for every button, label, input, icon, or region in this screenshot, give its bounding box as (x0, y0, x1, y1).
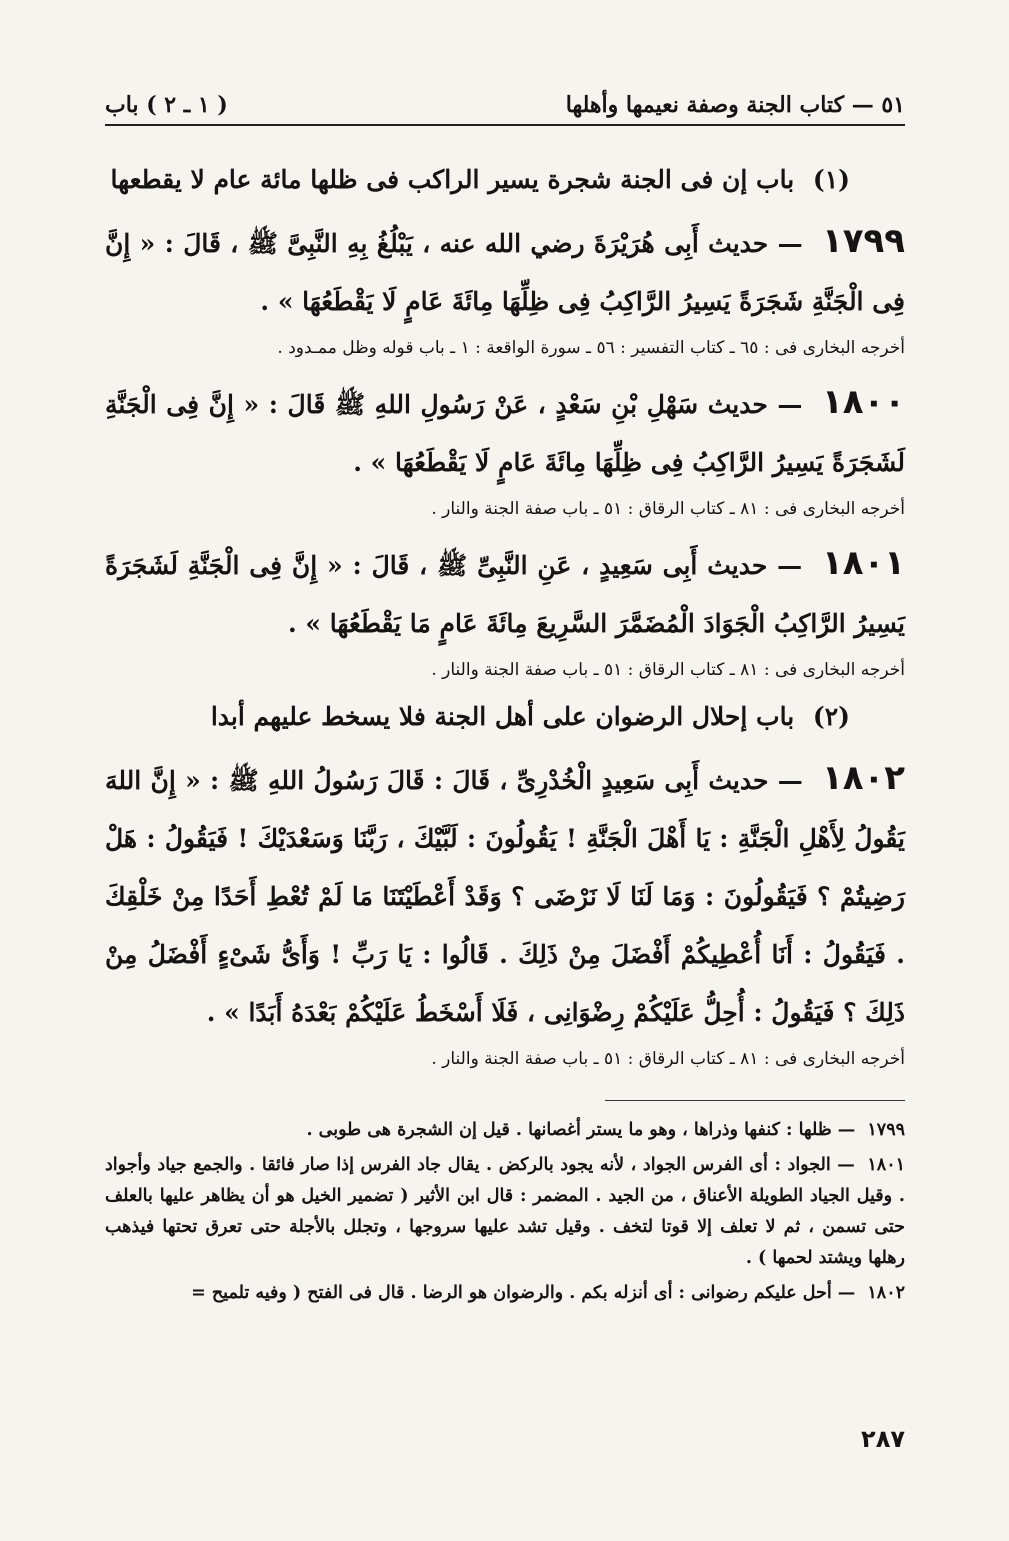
header-section-range: ( ١ ـ ٢ ) باب (105, 92, 228, 118)
footnote-text: — الجواد : أى الفرس الجواد ، لأنه يجود بالركض . يقال جاد الفرس إذا صار فائقا . والجمع جياد وأجواد . وقيل الجياد الطويلة الأعناق ، من الجيد . المضمر : قال ابن الأثير ( تضمير الخيل هو أن يظاهر عليها بالعلف حتى تسمن ، ثم لا تعلف إلا قوتا لتخف . وقيل تشد عليها سروجها ، وتجلل بالأجلة حتى تعرق تحتها فيذهب رهلها ويشتد لحمها ) . (105, 1155, 905, 1268)
section-heading-2 (105, 695, 850, 739)
hadith-number: ١٨٠١ (821, 543, 905, 583)
page-number: ٢٨٧ (861, 1425, 905, 1453)
footnote-number: ١٧٩٩ (867, 1120, 905, 1140)
hadith-1801 (105, 534, 905, 653)
running-header (105, 86, 905, 126)
hadith-text: — حديث أَبِى سَعِيدٍ الْخُدْرِىِّ ، قَالَ : قَالَ رَسُولُ اللهِ ﷺ : « إِنَّ اللهَ يَقُولُ لِأَهْلِ الْجَنَّةِ : يَا أَهْلَ الْجَنَّةِ ! يَقُولُونَ : لَبَّيْكَ ، رَبَّنَا وَسَعْدَيْكَ ! فَيَقُولُ : هَلْ رَضِيتُمْ ؟ فَيَقُولُونَ : وَمَا لَنَا لَا نَرْضَى ؟ وَقَدْ أَعْطَيْتَنَا مَا لَمْ تُعْطِ أَحَدًا مِنْ خَلْقِكَ . فَيَقُولُ : أَنَا أُعْطِيكُمْ أَفْضَلَ مِنْ ذَلِكَ . قَالُوا : يَا رَبِّ ! وَأَىُّ شَىْءٍ أَفْضَلُ مِنْ ذَلِكَ ؟ فَيَقُولُ : أُحِلُّ عَلَيْكُمْ رِضْوَانِى ، فَلَا أَسْخَطُ عَلَيْكُمْ بَعْدَهُ أَبَدًا » . (105, 766, 905, 1027)
footnote-divider (605, 1100, 905, 1101)
hadith-text: — حديث أَبِى هُرَيْرَةَ رضي الله عنه ، يَبْلُغُ بِهِ النَّبِىَّ ﷺ ، قَالَ : « إِنَّ فِى الْجَنَّةِ شَجَرَةً يَسِيرُ الرَّاكِبُ فِى ظِلِّهَا مِائَةَ عَامٍ لَا يَقْطَعُهَا » . (105, 229, 905, 316)
section-number: (١) (812, 165, 850, 194)
footnote-1799 (105, 1115, 905, 1146)
section-number: (٢) (812, 702, 850, 731)
section-title: باب إحلال الرضوان على أهل الجنة فلا يسخط عليهم أبدا (210, 702, 795, 731)
hadith-text: — حديث سَهْلِ بْنِ سَعْدٍ ، عَنْ رَسُولِ اللهِ ﷺ قَالَ : « إِنَّ فِى الْجَنَّةِ لَشَجَرَةً يَسِيرُ الرَّاكِبُ فِى ظِلِّهَا مِائَةَ عَامٍ لَا يَقْطَعُهَا » . (105, 390, 905, 477)
footnote-number: ١٨٠١ (867, 1155, 906, 1175)
footnote-1802 (105, 1278, 905, 1309)
footnote-1801 (105, 1150, 905, 1274)
hadith-source: أخرجه البخارى فى : ٨١ ـ كتاب الرقاق : ٥١ ـ باب صفة الجنة والنار . (431, 499, 905, 519)
section-heading-1 (105, 158, 850, 202)
hadith-number: ١٨٠٠ (821, 382, 905, 422)
hadith-source: أخرجه البخارى فى : ٨١ ـ كتاب الرقاق : ٥١ ـ باب صفة الجنة والنار . (431, 1049, 905, 1069)
footnote-text: — أحل عليكم رضوانى : أى أنزله بكم . والرضوان هو الرضا . قال فى الفتح ( وفيه تلميح = (191, 1283, 856, 1303)
page-body (105, 150, 905, 1313)
hadith-text: — حديث أَبِى سَعِيدٍ ، عَنِ النَّبِىِّ ﷺ ، قَالَ : « إِنَّ فِى الْجَنَّةِ لَشَجَرَةً يَسِيرُ الرَّاكِبُ الْجَوَادَ الْمُضَمَّرَ السَّرِيعَ مِائَةَ عَامٍ مَا يَقْطَعُهَا » . (105, 551, 905, 638)
hadith-number: ١٨٠٢ (821, 758, 905, 798)
hadith-1802 (105, 749, 905, 1042)
footnote-number: ١٨٠٢ (867, 1283, 905, 1303)
footnote-text: — ظلها : كنفها وذراها ، وهو ما يستر أغصانها . قيل إن الشجرة هى طوبى . (306, 1120, 856, 1140)
hadith-1800 (105, 373, 905, 492)
hadith-1799 (105, 212, 905, 331)
hadith-source: أخرجه البخارى فى : ٨١ ـ كتاب الرقاق : ٥١ ـ باب صفة الجنة والنار . (431, 660, 905, 680)
hadith-source: أخرجه البخارى فى : ٦٥ ـ كتاب التفسير : ٥٦ ـ سورة الواقعة : ١ ـ باب قوله وظل ممـدود . (277, 338, 905, 358)
header-chapter-title: ٥١ — كتاب الجنة وصفة نعيمها وأهلها (565, 92, 905, 118)
section-title: باب إن فى الجنة شجرة يسير الراكب فى ظلها مائة عام لا يقطعها (110, 165, 795, 194)
hadith-number: ١٧٩٩ (821, 221, 905, 261)
